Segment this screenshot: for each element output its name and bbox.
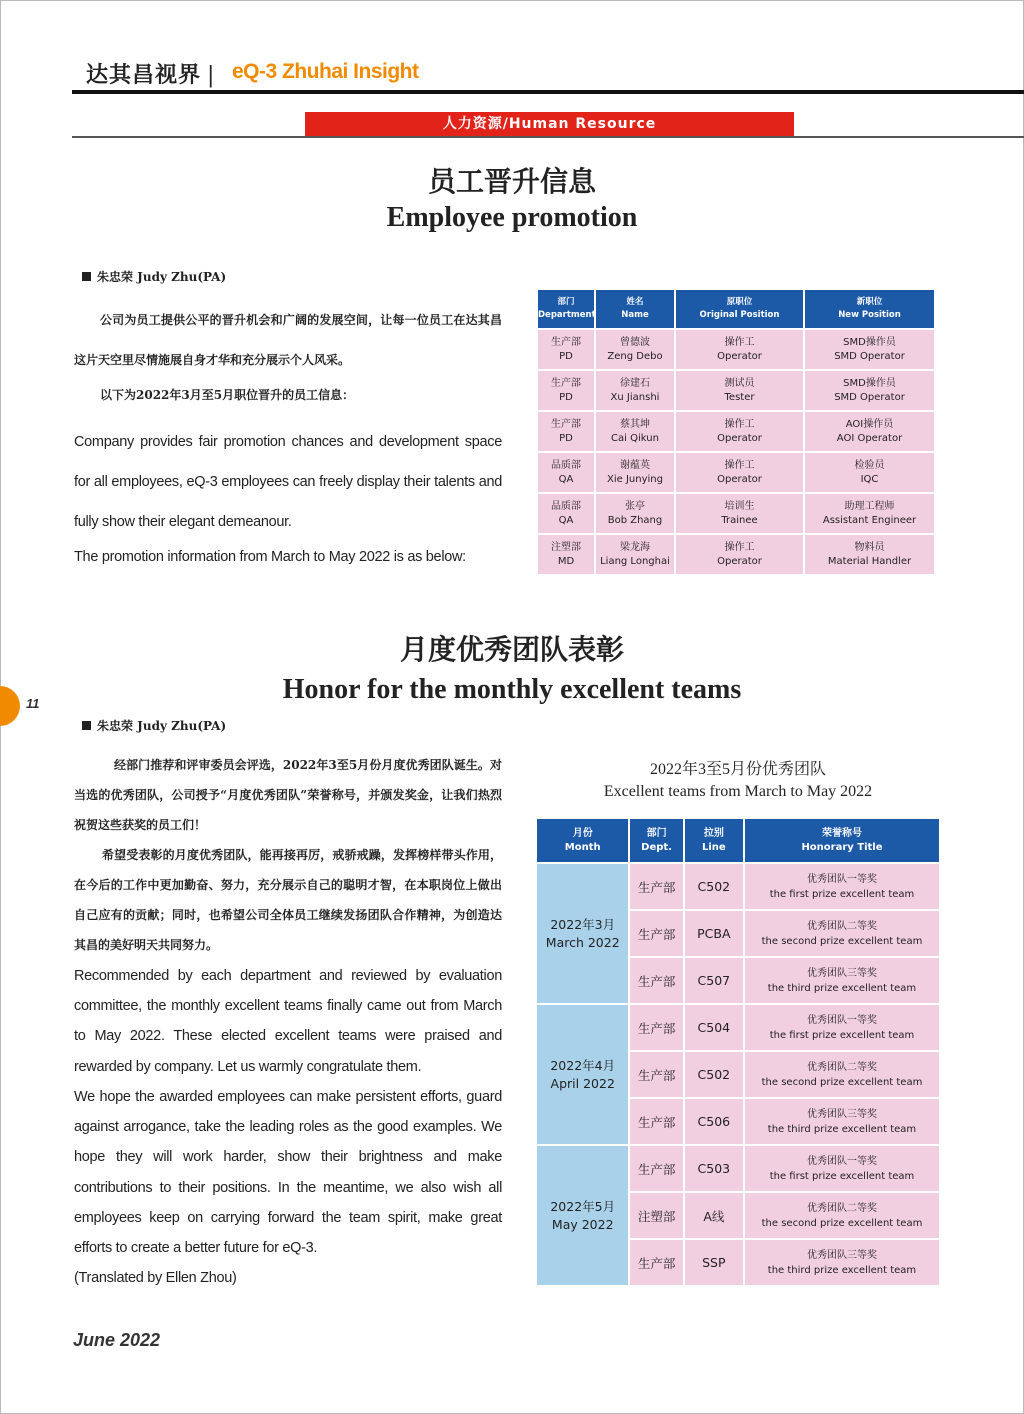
cell-original-position: 操作工 Operator — [676, 330, 803, 369]
cell-original-position: 培训生 Trainee — [676, 494, 803, 533]
teams-table-title-cn: 2022年3至5月份优秀团队 — [649, 761, 826, 778]
cell-original-position: 操作工 Operator — [676, 412, 803, 451]
honor-title-en: Honor for the monthly excellent teams — [282, 674, 742, 705]
cell-name: 曾德波 Zeng Debo — [596, 330, 674, 369]
column-header-honorary-title: 荣誉称号 Honorary Title — [745, 819, 939, 862]
promotion-title-cn: 员工晋升信息 — [427, 165, 596, 198]
table-header-row — [537, 819, 939, 862]
column-header-dept: 部门 Dept. — [630, 819, 682, 862]
masthead-divider — [72, 90, 1024, 94]
cell-original-position: 操作工 Operator — [676, 453, 803, 492]
table-row — [538, 535, 934, 574]
cell-original-position: 测试员 Tester — [676, 371, 803, 410]
issue-date: June 2022 — [73, 1330, 161, 1350]
cell-line: C503 — [685, 1146, 743, 1191]
honor-paragraph-cn-2: 希望受表彰的月度优秀团队，能再接再厉，戒骄戒躁，发挥榜样带头作用，在今后的工作中更加勤奋、努力，充分展示自己的聪明才智，在本职岗位上做出自己应有的贡献；同时，也希望公司全体员工继续发扬团队合作精神，为创造达其昌的美好明天共同努力。 — [74, 848, 502, 952]
cell-department: 生产部 PD — [538, 330, 594, 369]
cell-new-position: 检验员 IQC — [805, 453, 934, 492]
promotion-table — [536, 288, 936, 576]
cell-dept: 生产部 — [630, 911, 682, 956]
cell-department: 生产部 PD — [538, 371, 594, 410]
cell-dept: 生产部 — [630, 1099, 682, 1144]
cell-dept: 注塑部 — [630, 1193, 682, 1238]
table-row — [538, 494, 934, 533]
promotion-paragraph-cn-2: 以下为2022年3月至5月职位晋升的员工信息： — [100, 388, 355, 402]
section-banner: 人力资源/Human Resource — [305, 112, 794, 136]
table-row — [538, 330, 934, 369]
excellent-teams-table — [535, 817, 941, 1287]
cell-line: C502 — [685, 864, 743, 909]
cell-dept: 生产部 — [630, 864, 682, 909]
cell-name: 徐建石 Xu Jianshi — [596, 371, 674, 410]
cell-dept: 生产部 — [630, 1005, 682, 1050]
bullet-square-icon — [82, 721, 91, 730]
cell-new-position: 助理工程师 Assistant Engineer — [805, 494, 934, 533]
column-header-original-position: 原职位 Original Position — [676, 290, 803, 328]
honor-title-cn: 月度优秀团队表彰 — [399, 633, 624, 666]
table-row — [538, 371, 934, 410]
cell-name: 谢蕴英 Xie Junying — [596, 453, 674, 492]
cell-name: 梁龙海 Liang Longhai — [596, 535, 674, 574]
teams-table-title-en: Excellent teams from March to May 2022 — [603, 783, 873, 800]
translator-credit: (Translated by Ellen Zhou) — [74, 1270, 237, 1286]
honor-author: 朱忠荣 Judy Zhu(PA) — [82, 717, 226, 734]
cell-new-position: AOI操作员 AOI Operator — [805, 412, 934, 451]
cell-dept: 生产部 — [630, 1240, 682, 1285]
cell-month: 2022年3月 March 2022 — [537, 864, 628, 1003]
cell-line: C502 — [685, 1052, 743, 1097]
table-row — [537, 864, 939, 909]
page-number: 11 — [26, 696, 40, 711]
cell-line: A线 — [685, 1193, 743, 1238]
table-row — [538, 412, 934, 451]
cell-honorary-title: 优秀团队三等奖 the third prize excellent team — [745, 1099, 939, 1144]
column-header-month: 月份 Month — [537, 819, 628, 862]
cell-name: 蔡其坤 Cai Qikun — [596, 412, 674, 451]
promotion-paragraph-en-2: The promotion information from March to May 2022 is as below: — [74, 549, 466, 565]
cell-month: 2022年5月 May 2022 — [537, 1146, 628, 1285]
column-header-name: 姓名 Name — [596, 290, 674, 328]
column-header-line: 拉别 Line — [685, 819, 743, 862]
table-row — [537, 1146, 939, 1191]
column-header-department: 部门 Department — [538, 290, 594, 328]
cell-new-position: SMD操作员 SMD Operator — [805, 371, 934, 410]
table-row — [537, 1005, 939, 1050]
table-row — [538, 453, 934, 492]
cell-department: 品质部 QA — [538, 494, 594, 533]
cell-department: 生产部 PD — [538, 412, 594, 451]
cell-department: 注塑部 MD — [538, 535, 594, 574]
section-rule — [72, 136, 1024, 138]
magazine-title-cn: 达其昌视界 | — [86, 62, 216, 88]
column-header-new-position: 新职位 New Position — [805, 290, 934, 328]
cell-department: 品质部 QA — [538, 453, 594, 492]
cell-honorary-title: 优秀团队三等奖 the third prize excellent team — [745, 958, 939, 1003]
cell-line: C506 — [685, 1099, 743, 1144]
cell-honorary-title: 优秀团队二等奖 the second prize excellent team — [745, 1193, 939, 1238]
honor-paragraph-cn: 经部门推荐和评审委员会评选，2022年3至5月份月度优秀团队诞生。对当选的优秀团队，公司授予“月度优秀团队”荣誉称号，并颁发奖金，让我们热烈祝贺这些获奖的员工们！ — [74, 758, 502, 832]
cell-dept: 生产部 — [630, 958, 682, 1003]
honor-paragraph-en: Recommended by each department and reviewed by evaluation committee, the monthly excellent teams finally came out from March to May 2022. These elected excellent teams were praised and rewarded by company. Let us warmly congratulate them. — [74, 968, 502, 1075]
honor-paragraph-en-2: We hope the awarded employees can make persistent efforts, guard against arrogance, take the leading roles as the good examples. We hope they will work harder, show their brightness and make contributions to their positions. In the meantime, we also wish all employees keep on carrying forward the team spirit, make great efforts to create a better future for eQ-3. — [74, 1089, 502, 1257]
cell-new-position: SMD操作员 SMD Operator — [805, 330, 934, 369]
promotion-author: 朱忠荣 Judy Zhu(PA) — [82, 268, 226, 285]
bullet-square-icon — [82, 272, 91, 281]
promotion-paragraph-cn: 公司为员工提供公平的晋升机会和广阔的发展空间，让每一位员工在达其昌这片天空里尽情施展自身才华和充分展示个人风采。 — [74, 313, 502, 367]
cell-honorary-title: 优秀团队二等奖 the second prize excellent team — [745, 911, 939, 956]
cell-line: PCBA — [685, 911, 743, 956]
cell-honorary-title: 优秀团队一等奖 the first prize excellent team — [745, 1005, 939, 1050]
cell-honorary-title: 优秀团队一等奖 the first prize excellent team — [745, 864, 939, 909]
cell-honorary-title: 优秀团队三等奖 the third prize excellent team — [745, 1240, 939, 1285]
cell-line: SSP — [685, 1240, 743, 1285]
cell-dept: 生产部 — [630, 1146, 682, 1191]
cell-name: 张亭 Bob Zhang — [596, 494, 674, 533]
magazine-title-en: eQ-3 Zhuhai Insight — [232, 60, 419, 83]
promotion-title-en: Employee promotion — [386, 202, 638, 233]
cell-original-position: 操作工 Operator — [676, 535, 803, 574]
table-header-row — [538, 290, 934, 328]
cell-new-position: 物料员 Material Handler — [805, 535, 934, 574]
cell-honorary-title: 优秀团队二等奖 the second prize excellent team — [745, 1052, 939, 1097]
cell-month: 2022年4月 April 2022 — [537, 1005, 628, 1144]
cell-line: C507 — [685, 958, 743, 1003]
promotion-paragraph-en: Company provides fair promotion chances and development space for all employees, eQ-3 employees can freely display their talents and fully show their elegant demeanour. — [74, 434, 502, 530]
cell-honorary-title: 优秀团队一等奖 the first prize excellent team — [745, 1146, 939, 1191]
cell-line: C504 — [685, 1005, 743, 1050]
cell-dept: 生产部 — [630, 1052, 682, 1097]
